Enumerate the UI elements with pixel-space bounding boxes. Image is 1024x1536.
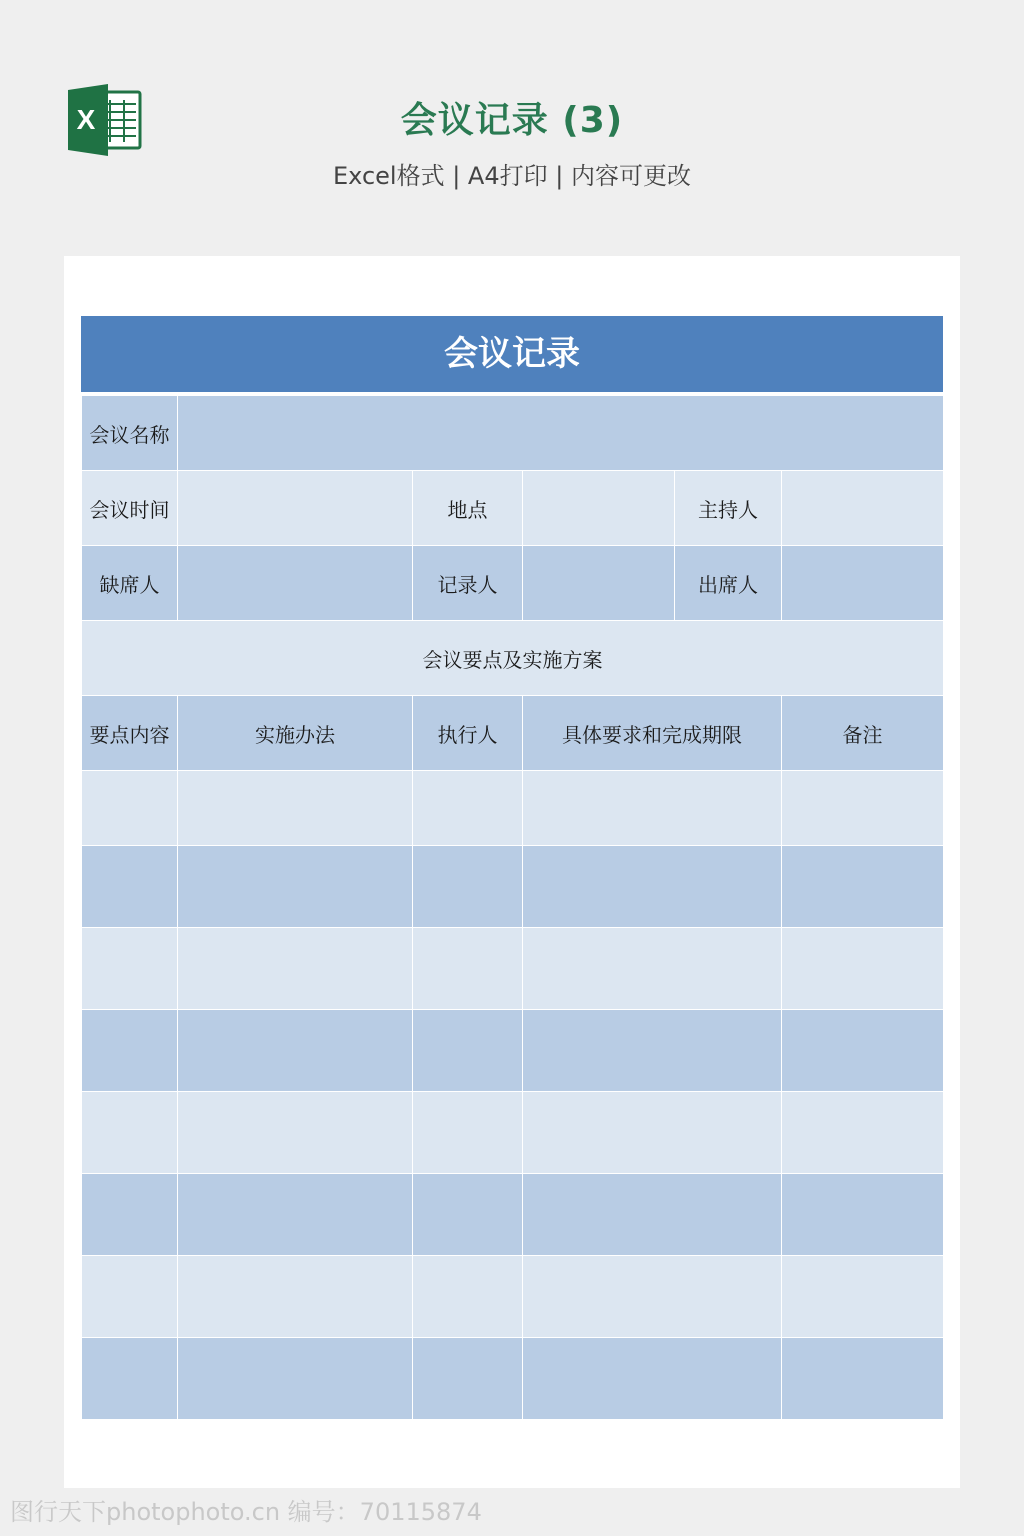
table-row [82, 1010, 944, 1092]
table-cell[interactable] [523, 771, 782, 846]
document-title: 会议记录 (3) [400, 100, 624, 141]
table-cell[interactable] [82, 1256, 178, 1338]
table-cell[interactable] [178, 846, 413, 928]
table-cell[interactable] [413, 771, 523, 846]
column-header-row [82, 696, 944, 771]
table-row [82, 1174, 944, 1256]
absent-label: 缺席人 [82, 546, 178, 621]
meeting-name-cell[interactable] [178, 396, 944, 471]
table-cell[interactable] [82, 1010, 178, 1092]
table-row [82, 1092, 944, 1174]
meeting-time-row [82, 471, 944, 546]
table-cell[interactable] [782, 1092, 944, 1174]
meeting-name-row [82, 396, 944, 471]
table-cell[interactable] [413, 1010, 523, 1092]
table-row [82, 846, 944, 928]
table-cell[interactable] [523, 1338, 782, 1420]
section-title-row [82, 621, 944, 696]
column-header-notes: 备注 [782, 696, 944, 771]
recorder-label: 记录人 [413, 546, 523, 621]
host-label: 主持人 [675, 471, 782, 546]
location-label: 地点 [413, 471, 523, 546]
document-header [0, 0, 1024, 256]
host-cell[interactable] [782, 471, 944, 546]
table-cell[interactable] [782, 1338, 944, 1420]
table-cell[interactable] [523, 1256, 782, 1338]
table-cell[interactable] [178, 771, 413, 846]
table-cell[interactable] [413, 928, 523, 1010]
section-title: 会议要点及实施方案 [82, 621, 944, 696]
table-cell[interactable] [782, 1010, 944, 1092]
absent-row [82, 546, 944, 621]
table-row [82, 771, 944, 846]
column-header-method: 实施办法 [178, 696, 413, 771]
meeting-time-cell[interactable] [178, 471, 413, 546]
absent-cell[interactable] [178, 546, 413, 621]
recorder-cell[interactable] [523, 546, 675, 621]
excel-logo-letter: X [76, 104, 96, 135]
table-cell[interactable] [782, 928, 944, 1010]
location-cell[interactable] [523, 471, 675, 546]
table-cell[interactable] [413, 1256, 523, 1338]
table-cell[interactable] [523, 1092, 782, 1174]
watermark-text: 图行天下photophoto.cn 编号：70115874 [10, 1498, 482, 1526]
table-cell[interactable] [782, 771, 944, 846]
column-header-executor: 执行人 [413, 696, 523, 771]
meeting-time-label: 会议时间 [82, 471, 178, 546]
table-row [82, 1338, 944, 1420]
table-cell[interactable] [82, 928, 178, 1010]
table-cell[interactable] [178, 1174, 413, 1256]
attendees-cell[interactable] [782, 546, 944, 621]
table-cell[interactable] [413, 846, 523, 928]
table-row [82, 928, 944, 1010]
meeting-name-label: 会议名称 [82, 396, 178, 471]
table-cell[interactable] [82, 771, 178, 846]
table-cell[interactable] [523, 1010, 782, 1092]
table-cell[interactable] [413, 1092, 523, 1174]
table-cell[interactable] [782, 1256, 944, 1338]
table-cell[interactable] [178, 1092, 413, 1174]
table-cell[interactable] [523, 928, 782, 1010]
table-cell[interactable] [523, 1174, 782, 1256]
table-cell[interactable] [82, 1174, 178, 1256]
table-cell[interactable] [178, 1256, 413, 1338]
table-cell[interactable] [413, 1338, 523, 1420]
column-header-key-point: 要点内容 [82, 696, 178, 771]
attendees-label: 出席人 [675, 546, 782, 621]
table-cell[interactable] [178, 1338, 413, 1420]
table-cell[interactable] [178, 928, 413, 1010]
document-subtitle: Excel格式 | A4打印 | 内容可更改 [333, 162, 691, 190]
table-cell[interactable] [82, 846, 178, 928]
table-cell[interactable] [782, 846, 944, 928]
meeting-record-form [81, 316, 943, 1420]
table-cell[interactable] [82, 1092, 178, 1174]
table-cell[interactable] [413, 1174, 523, 1256]
column-header-requirements: 具体要求和完成期限 [523, 696, 782, 771]
table-cell[interactable] [178, 1010, 413, 1092]
meeting-record-table [81, 395, 944, 1420]
table-cell[interactable] [782, 1174, 944, 1256]
table-cell[interactable] [82, 1338, 178, 1420]
form-banner-title: 会议记录 [81, 316, 943, 395]
table-cell[interactable] [523, 846, 782, 928]
paper-sheet [64, 256, 960, 1488]
table-row [82, 1256, 944, 1338]
